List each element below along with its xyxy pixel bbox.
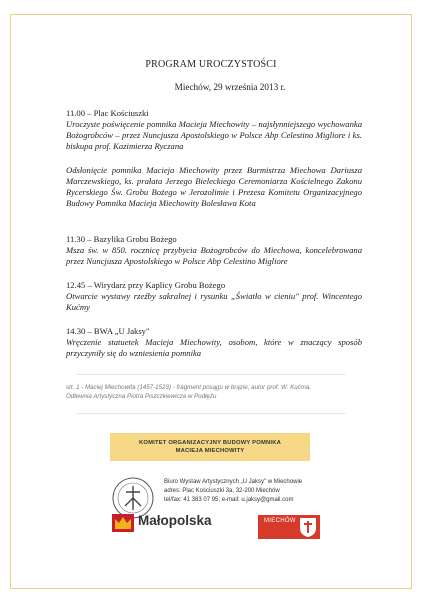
program-item-description: Msza św. w 850. rocznicę przybycia Bożogrobców do Miechowa, koncelebrowana przez Nuncjusza Apostolskiego w Polsce Abp Celestino Migliore [66, 245, 362, 266]
caption-line: str. 1 - Maciej Miechowita (1457-1523) - fragment posągu w brązie, autor prof. W. Kućma, [66, 384, 312, 391]
program-item-heading: 11.00 – Plac Kościuszki [66, 108, 149, 118]
divider [76, 413, 346, 414]
event-date: Miechów, 29 września 2013 r. [174, 82, 286, 92]
program-item-1 [66, 108, 362, 152]
program-item-description: Wręczenie statuetek Macieja Miechowity, osobom, które w znaczący sposób przyczyniły się do wzniesienia pomnika [66, 337, 362, 358]
program-item-description: Odsłonięcie pomnika Macieja Miechowity przez Burmistrza Miechowa Dariusza Marczewskiego, ks. prałata Jerzego Bieleckiego Ceremoniarza Kościelnego Zakonu Rycerskiego Św. Grobu Bożego w Jerozolimie i Prezesa Komitetu Organizacyjnego Budowy Pomnika Macieja Miechowity Bolesława Kota [66, 165, 362, 208]
miechow-crest-icon [298, 516, 318, 538]
program-item-3 [66, 234, 362, 267]
program-item-heading: 11.30 – Bazylika Grobu Bożego [66, 234, 177, 244]
bwa-name: Biuro Wystaw Artystycznych „U Jaksy" w Miechowie [164, 479, 303, 485]
malopolska-icon [112, 514, 134, 532]
bwa-address: adres: Plac Kościuszki 3a, 32-200 Miechów [164, 488, 280, 494]
program-title: PROGRAM UROCZYSTOŚCI [145, 59, 277, 70]
committee-banner [110, 433, 310, 461]
program-item-4 [66, 280, 362, 313]
divider [76, 374, 346, 375]
committee-line: MACIEJA MIECHOWITY [175, 448, 245, 454]
committee-line: KOMITET ORGANIZACYJNY BUDOWY POMNIKA [139, 440, 281, 446]
miechow-label: MIECHÓW [264, 518, 296, 524]
photo-caption [66, 384, 362, 401]
caption-line: Odlewnia Artystyczna Piotra Piszczkiewicza w Podłężu [66, 392, 217, 400]
bwa-contact [164, 478, 324, 505]
bwa-phone-email: tel/fax: 41 383 07 95; e-mail: u.jaksy@gmail.com [164, 497, 294, 503]
program-item-description: Otwarcie wystawy rzeźby sakralnej i rysunku „Światło w cieniu" prof. Wincentego Kućmy [66, 291, 362, 312]
malopolska-wordmark: Małopolska [138, 513, 212, 528]
program-item-heading: 14.30 – BWA „U Jaksy" [66, 326, 150, 336]
program-item-description: Uroczyste poświęcenie pomnika Macieja Miechowity – najsłynniejszego wychowanka Bożogrobców – przez Nuncjusza Apostolskiego w Polsce Abp Celestino Migliore i ks. biskupa prof. Kazimierza Ryczana [66, 119, 362, 151]
program-item-2 [66, 165, 362, 209]
program-item-heading: 12.45 – Wirydarz przy Kaplicy Grobu Bożego [66, 280, 226, 290]
program-item-5 [66, 326, 362, 359]
